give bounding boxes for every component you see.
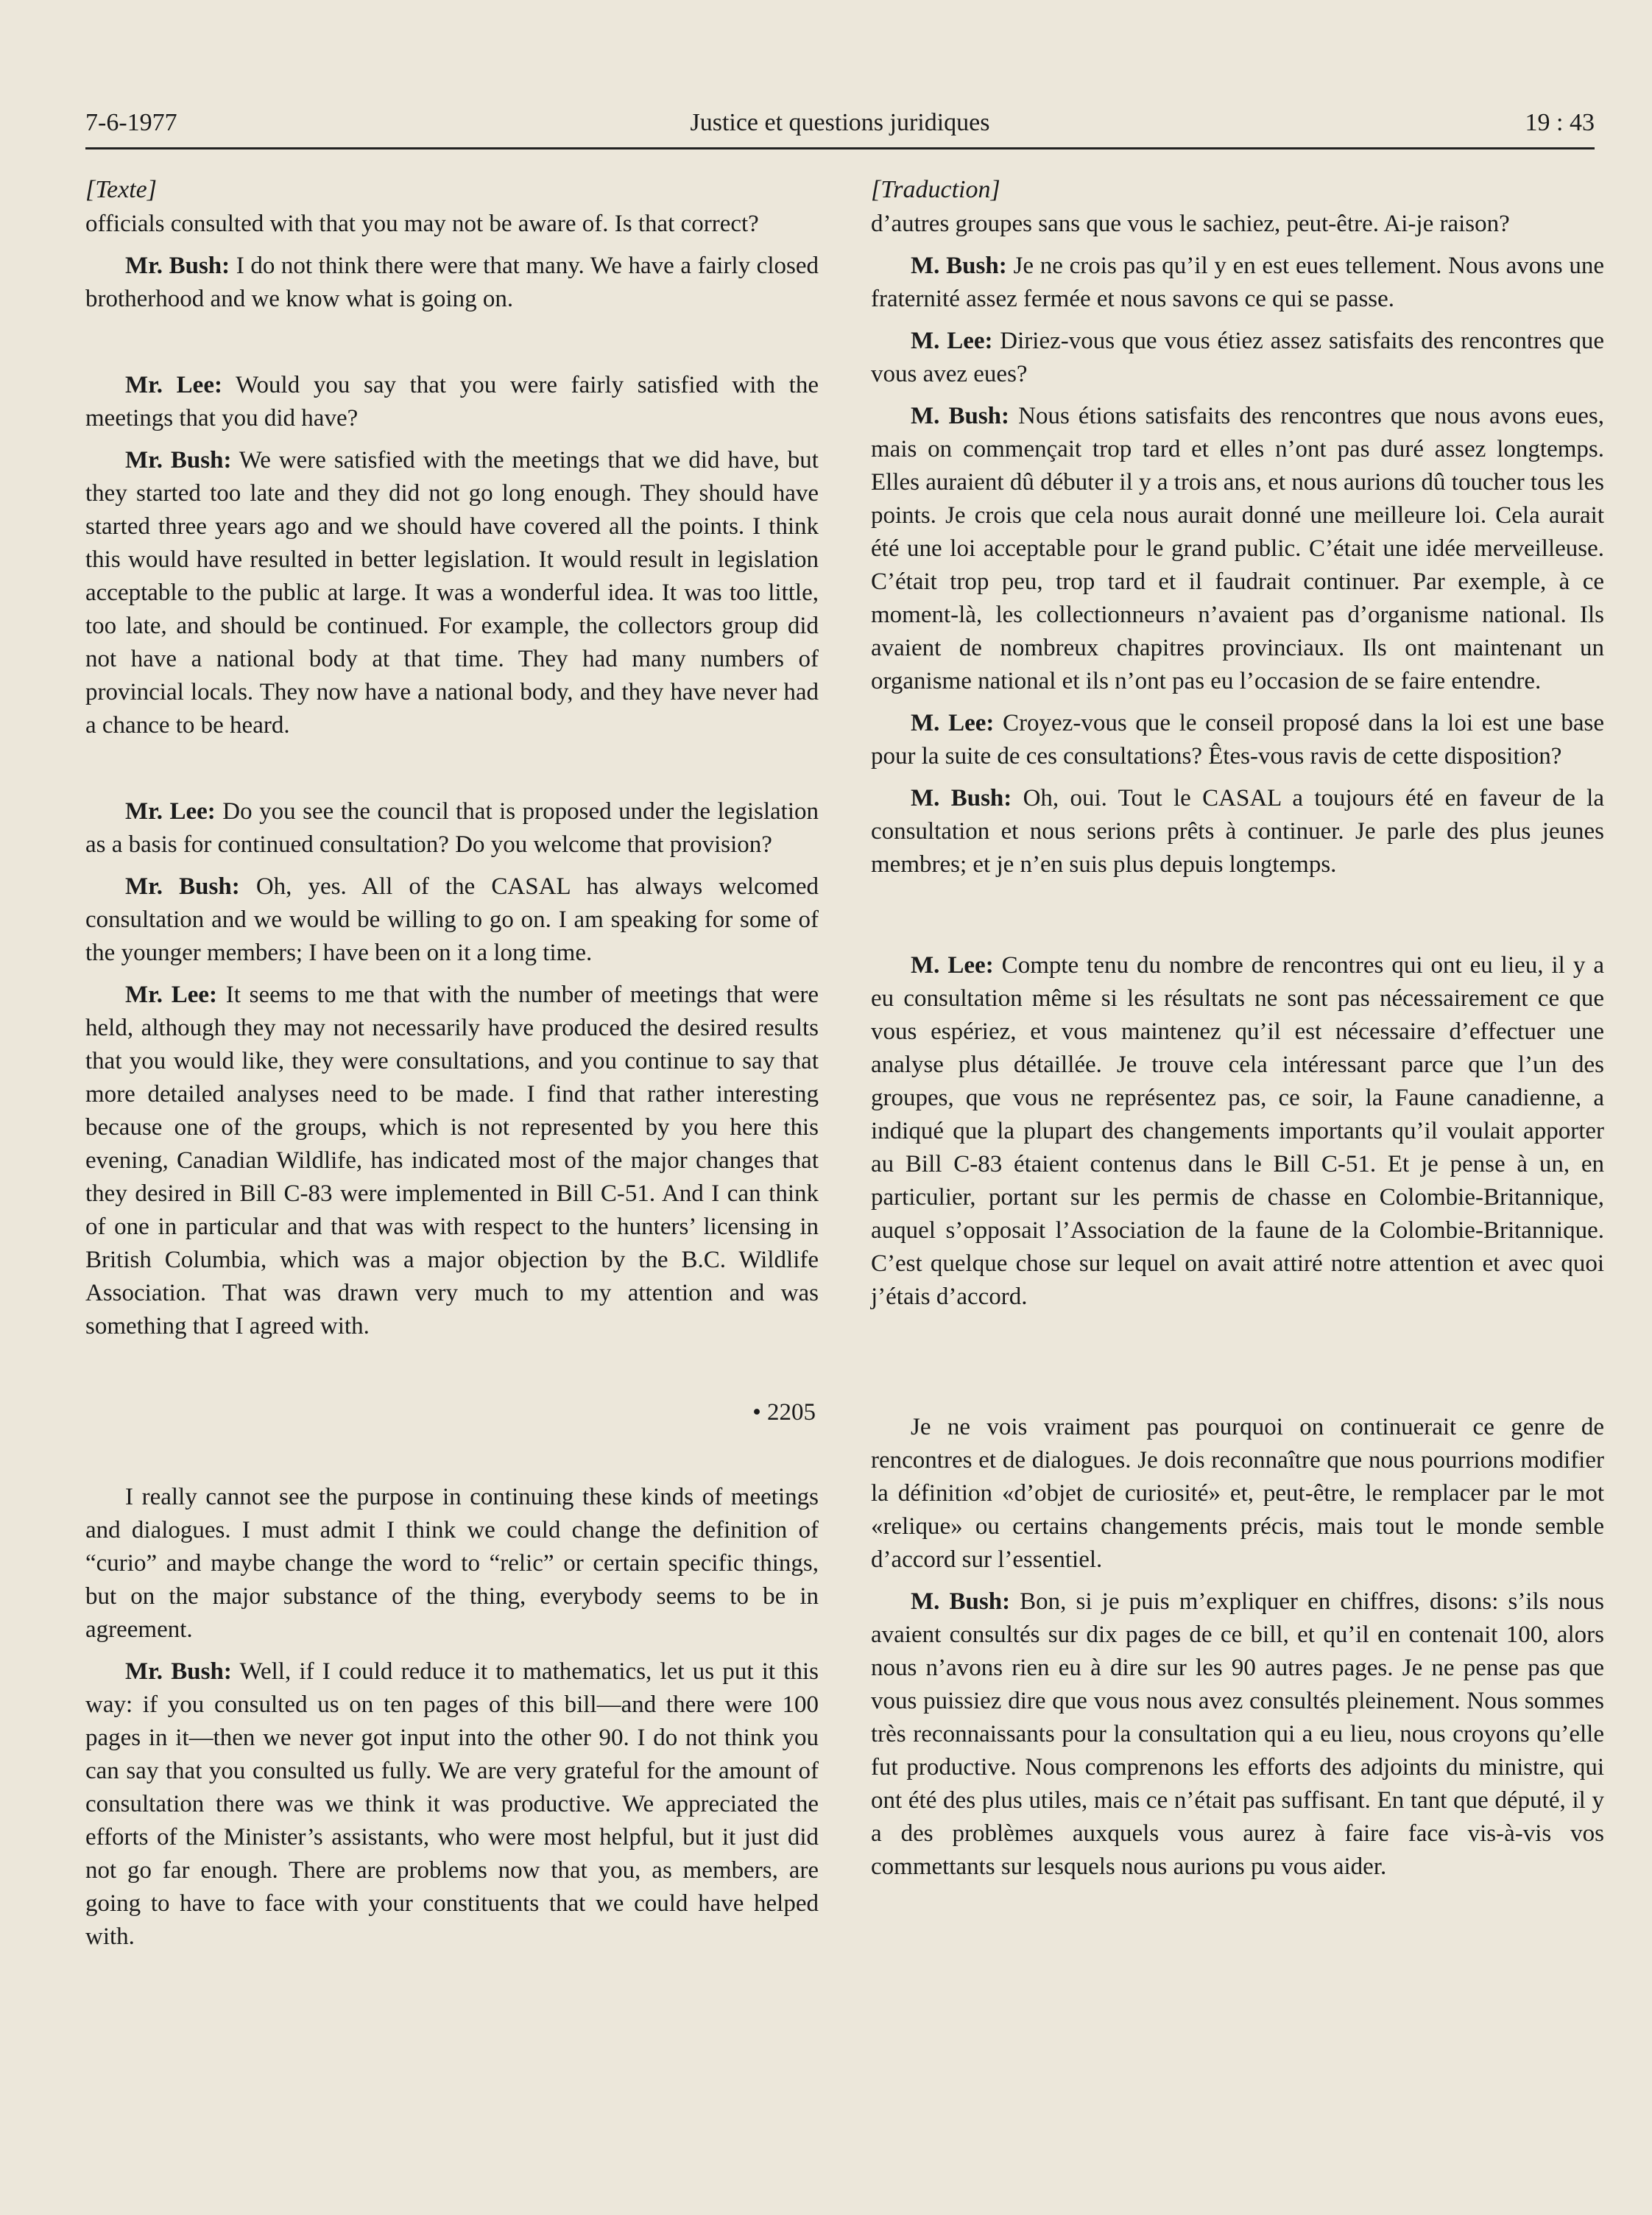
paragraph: [871, 949, 1604, 1314]
header-page-number: 19 : 43: [1525, 109, 1595, 136]
speech-text: Bon, si je puis m’expliquer en chiffres, disons: s’ils nous avaient consultés sur dix pages de ce bill, et qu’il en contenait 100, alors nous n’avons rien eu à dire sur les 90 autres pages. Je ne pense pas que vous puissiez dire que vous nous avez consultés pleinement. Nous sommes très reconnaissants pour la consultation qui a eu lieu, nous croyons qu’elle fut productive. Nous comprenons les efforts des adjoints du ministre, qui ont été des plus utiles, mais ce n’était pas suffisant. En tant que député, il y a des problèmes auxquels vous aurez à faire face vis-à-vis vos commettants sur lesquels nous aurions pu vous aider.: [871, 1588, 1604, 1880]
language-marker: [Texte]: [85, 176, 157, 203]
speaker: Mr. Bush:: [125, 253, 230, 279]
speaker: M. Lee:: [911, 952, 994, 979]
speaker: Mr. Lee:: [125, 982, 218, 1008]
header-title: Justice et questions juridiques: [690, 109, 990, 136]
paragraph: [85, 979, 819, 1343]
speaker: Mr. Lee:: [125, 372, 222, 398]
paragraph: [871, 1585, 1604, 1884]
speech-text: Nous étions satisfaits des rencontres que nous avons eues, mais on commençait trop tard et elles n’ont pas duré assez longtemps. Elles auraient dû débuter il y a trois ans, et nous aurions dû toucher tous les points. Je crois que cela nous aurait donné une meilleure loi. Cela aurait été une loi acceptable pour le grand public. C’était une idée merveilleuse. C’était trop peu, trop tard et il faudrait continuer. Par exemple, à ce moment-là, les collectionneurs n’avaient pas d’organisme national. Ils avaient de nombreux chapitres provinciaux. Ils ont maintenant un organisme national et ils n’ont pas eu l’occasion de se faire entendre.: [871, 403, 1604, 694]
page-header: [85, 103, 1595, 149]
paragraph: [871, 782, 1604, 881]
speech-text: Well, if I could reduce it to mathematics, let us put it this way: if you consulted us on ten pages of this bill—and there were 100 pages in it—then we never got input into the other 90. I do not think you can say that you consulted us fully. We are very grateful for the amount of consultation there was we think it was productive. We appreciated the efforts of the Minister’s assistants, who were most helpful, but it just did not go far enough. There are problems now that you, as members, are going to have to face with your constituents that we could have helped with.: [85, 1658, 819, 1950]
speaker: Mr. Lee:: [125, 798, 216, 825]
paragraph: I really cannot see the purpose in continuing these kinds of meetings and dialogues. I must admit I think we could change the definition of “curio” and maybe change the word to “relic” or certain specific things, but on the major substance of the thing, everybody seems to be in agreement.: [85, 1484, 819, 1643]
french-column: [871, 173, 1604, 2051]
speaker: M. Bush:: [911, 253, 1007, 279]
speech-text: Compte tenu du nombre de rencontres qui ont eu lieu, il y a eu consultation même si les résultats ne sont pas nécessairement ce que vous espériez, et vous maintenez qu’il est nécessaire d’effectuer une analyse plus détaillée. Je trouve cela intéressant parce que l’un des groupes, que vous ne représentez pas, ce soir, la Faune canadienne, a indiqué que la plupart des changements importants qu’il voulait apporter au Bill C-83 étaient contenus dans le Bill C-51. Et je pense à un, en particulier, portant sur les permis de chasse en Colombie-Britannique, auquel s’opposait l’Association de la faune de la Colombie-Britannique. C’est quelque chose sur lequel on avait attiré notre attention et avec quoi j’étais d’accord.: [871, 952, 1604, 1310]
time-marker: • 2205: [752, 1399, 816, 1426]
paragraph: [871, 707, 1604, 773]
paragraph: d’autres groupes sans que vous le sachiez, peut-être. Ai-je raison?: [871, 211, 1510, 237]
header-date: 7-6-1977: [85, 109, 177, 136]
speaker: M. Bush:: [911, 785, 1012, 811]
speaker: M. Lee:: [911, 710, 995, 736]
paragraph: [871, 250, 1604, 316]
paragraph: [85, 1655, 819, 1954]
paragraph: Je ne vois vraiment pas pourquoi on continuerait ce genre de rencontres et de dialogues. Je dois reconnaître que nous pourrions modifier la définition «d’objet de curiosité» et, peut-être, le remplacer par le mot «relique» ou certains changements précis, mais tout le monde semble d’accord sur l’essentiel.: [871, 1414, 1604, 1573]
speech-text: Oh, oui. Tout le CASAL a toujours été en faveur de la consultation et nous serions prêts à continuer. Je parle des plus jeunes membres; et je n’en suis plus depuis longtemps.: [871, 785, 1604, 878]
paragraph: [871, 400, 1604, 698]
paragraph: [85, 250, 819, 316]
speaker: Mr. Bush:: [125, 447, 232, 473]
paragraph: [85, 870, 819, 970]
speech-text: Do you see the council that is proposed under the legislation as a basis for continued consultation? Do you welcome that provision?: [85, 798, 819, 858]
paragraph: [85, 444, 819, 742]
speech-text: I do not think there were that many. We have a fairly closed brotherhood and we know what is going on.: [85, 253, 819, 312]
speech-text: Je ne crois pas qu’il y en est eues tellement. Nous avons une fraternité assez fermée et nous savons ce qui se passe.: [871, 253, 1604, 312]
speaker: M. Bush:: [911, 1588, 1011, 1615]
speech-text: Oh, yes. All of the CASAL has always welcomed consultation and we would be willing to go on. I am speaking for some of the younger members; I have been on it a long time.: [85, 873, 819, 966]
paragraph: [871, 325, 1604, 391]
paragraph: [85, 795, 819, 862]
english-column: [85, 173, 819, 2051]
speaker: M. Bush:: [911, 403, 1010, 429]
speaker: Mr. Bush:: [125, 873, 240, 900]
speech-text: Croyez-vous que le conseil proposé dans la loi est une base pour la suite de ces consultations? Êtes-vous ravis de cette disposition?: [871, 710, 1604, 770]
language-marker: [Traduction]: [871, 176, 1000, 203]
paragraph: [85, 369, 819, 435]
speech-text: It seems to me that with the number of meetings that were held, although they may not necessarily have produced the desired results that you would like, they were consultations, and you continue to say that more detailed analyses need to be made. I find that rather interesting because one of the groups, which is not represented by you here this evening, Canadian Wildlife, has indicated most of the major changes that they desired in Bill C-83 were implemented in Bill C-51. And I can think of one in particular and that was with respect to the hunters’ licensing in British Columbia, which was a major objection by the B.C. Wildlife Association. That was drawn very much to my attention and was something that I agreed with.: [85, 982, 819, 1339]
speech-text: Diriez-vous que vous étiez assez satisfaits des rencontres que vous avez eues?: [871, 328, 1604, 387]
speech-text: We were satisfied with the meetings that we did have, but they started too late and they did not go long enough. They should have started three years ago and we should have covered all the points. I think this would have resulted in better legislation. It would result in legislation acceptable to the public at large. It was a wonderful idea. It was too little, too late, and should be continued. For example, the collectors group did not have a national body at that time. They had many numbers of provincial locals. They now have a national body, and they have never had a chance to be heard.: [85, 447, 819, 739]
speaker: Mr. Bush:: [125, 1658, 232, 1685]
speaker: M. Lee:: [911, 328, 993, 354]
speech-text: Would you say that you were fairly satisfied with the meetings that you did have?: [85, 372, 819, 432]
paragraph: officials consulted with that you may not be aware of. Is that correct?: [85, 211, 759, 237]
